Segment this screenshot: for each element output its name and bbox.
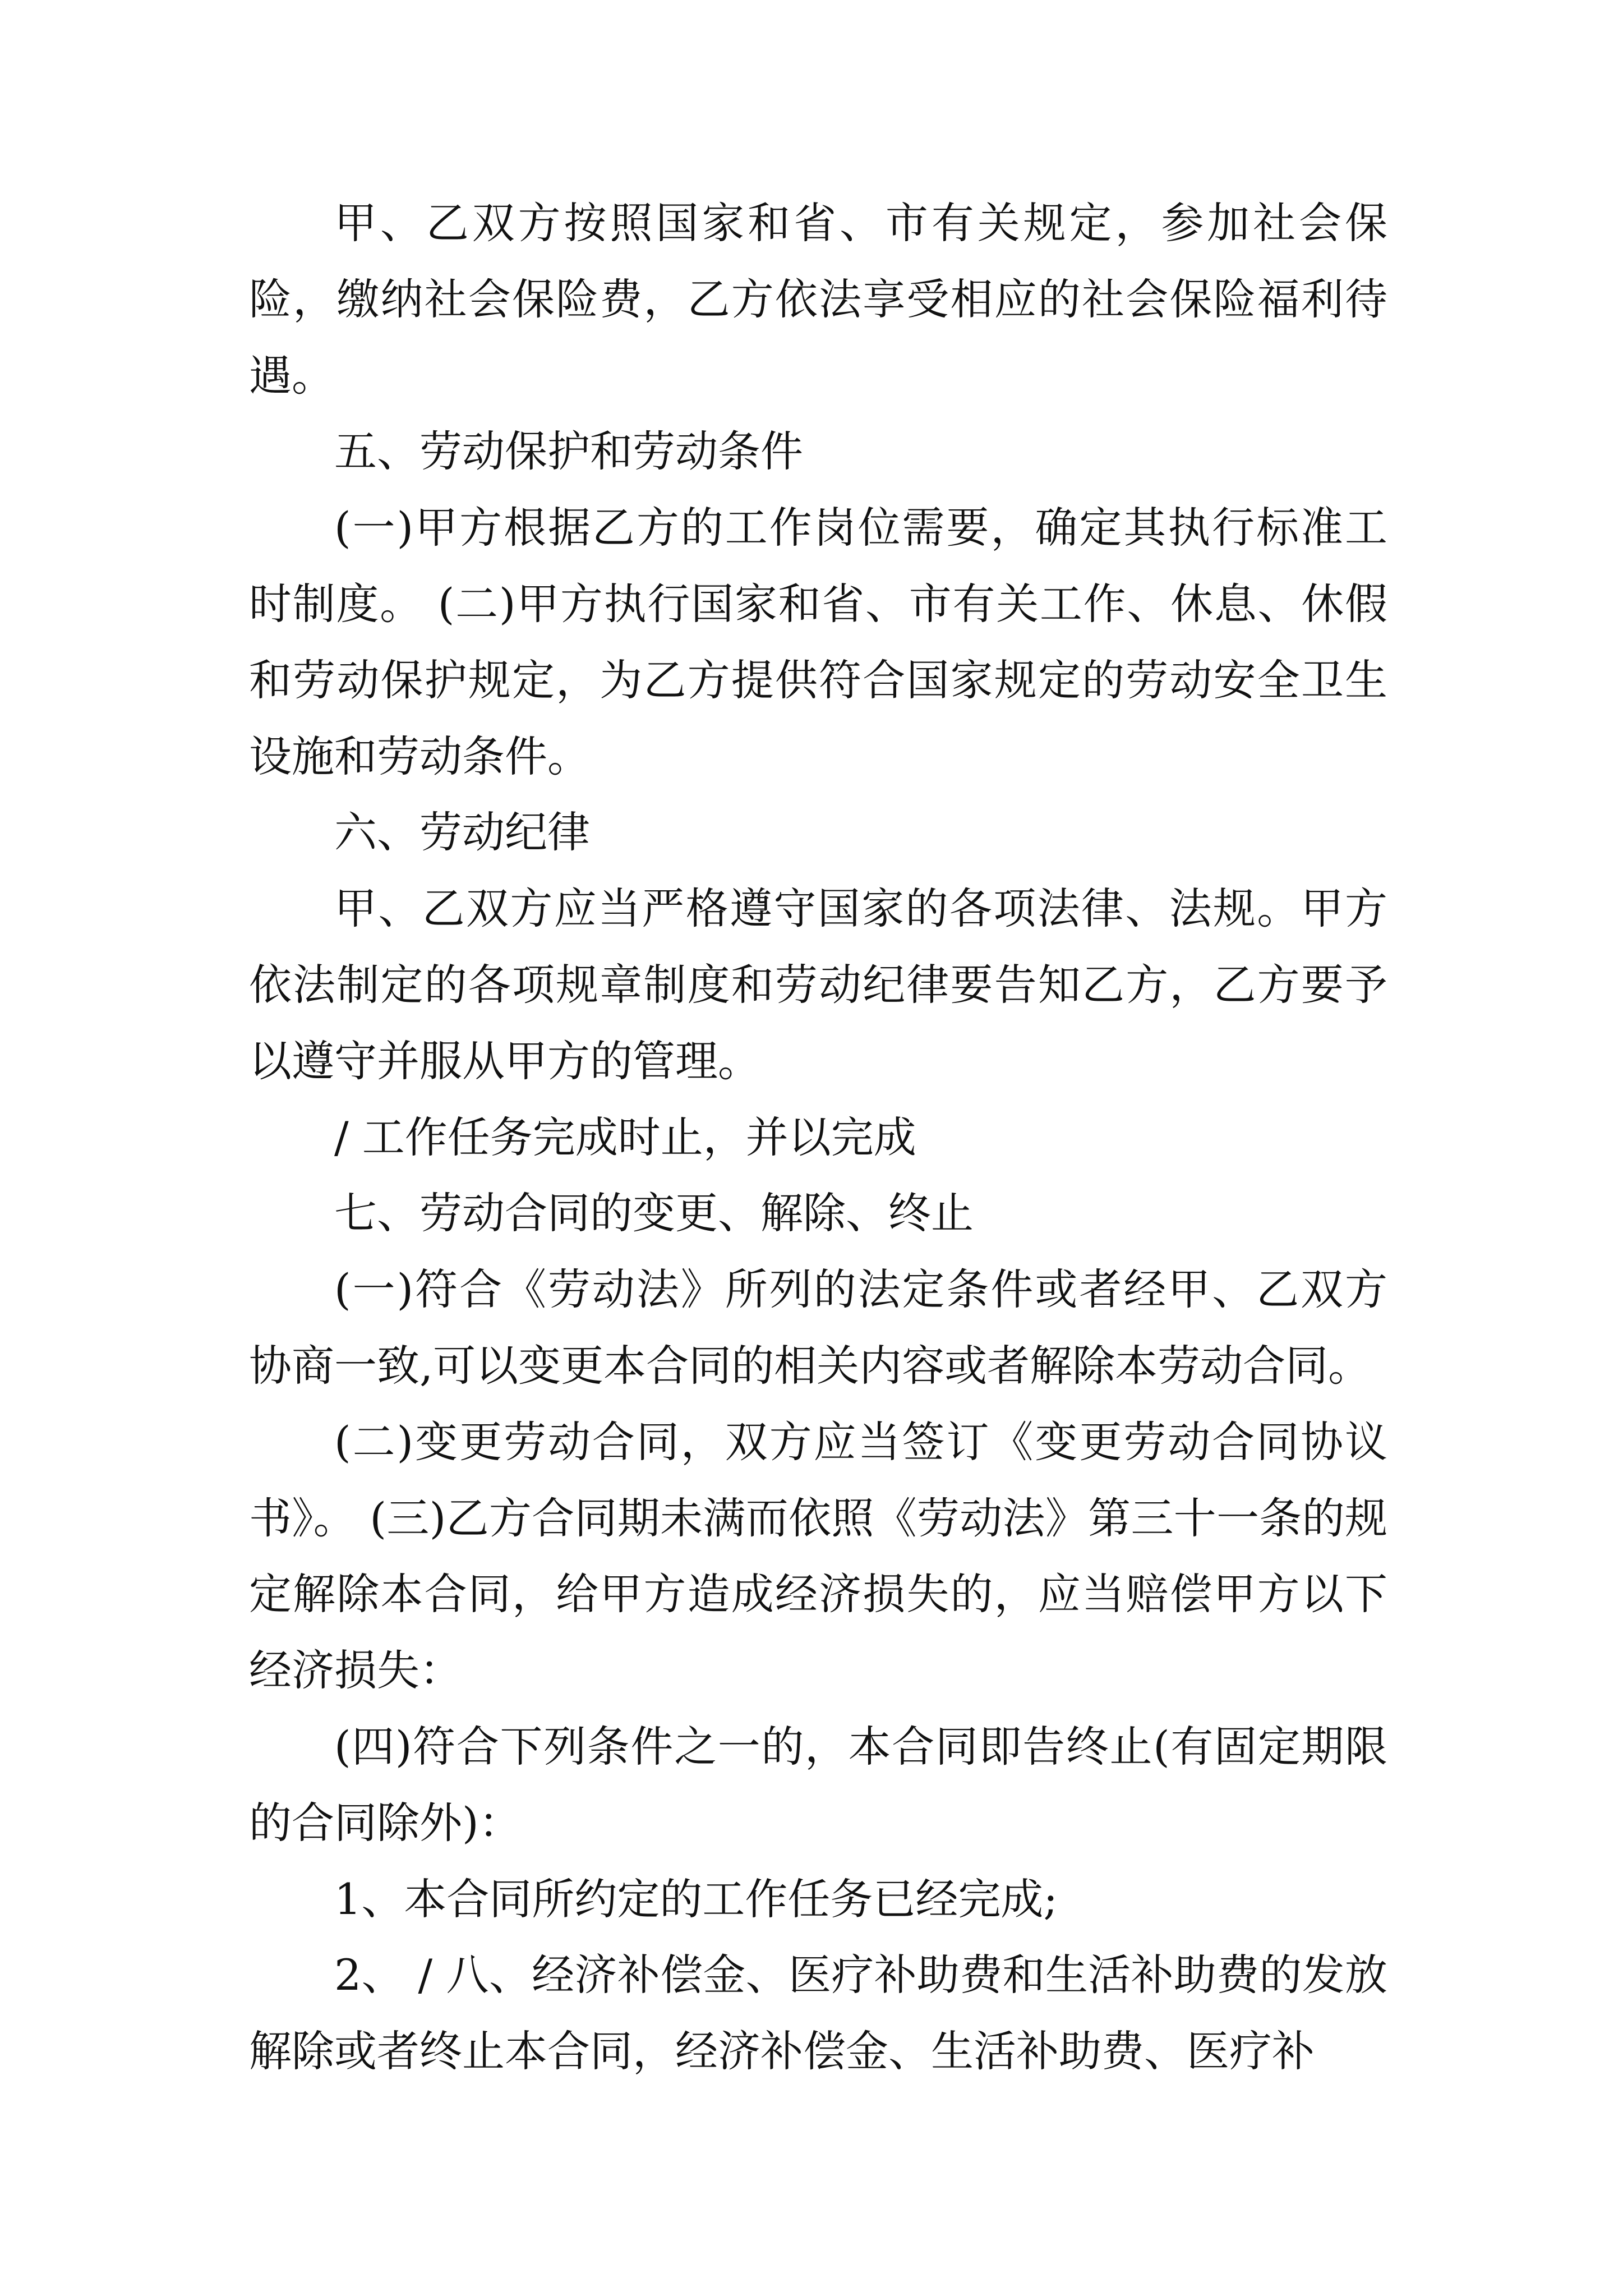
- paragraph-social-insurance: 甲、乙双方按照国家和省、市有关规定，参加社会保险，缴纳社会保险费，乙方依法享受相应的社会保险福利待遇。: [249, 198, 1387, 401]
- paragraph-compensation: 2、 / 八、经济补偿金、医疗补助费和生活补助费的发放解除或者终止本合同，经济补偿金、生活补助费、医疗补: [249, 1950, 1387, 2077]
- paragraph-contract-change-1: (一)符合《劳动法》所列的法定条件或者经甲、乙双方协商一致,可以变更本合同的相关内容或者解除本劳动合同。: [249, 1264, 1387, 1391]
- contract-text: [249, 185, 1387, 2090]
- heading-contract-change: 七、劳动合同的变更、解除、终止: [334, 1188, 974, 1239]
- paragraph-task-completion: / 工作任务完成时止，并以完成: [334, 1112, 916, 1162]
- paragraph-contract-change-2: (二)变更劳动合同，双方应当签订《变更劳动合同协议书》。 (三)乙方合同期未满而依照《劳动法》第三十一条的规定解除本合同，给甲方造成经济损失的，应当赔偿甲方以下经济损失：: [249, 1416, 1387, 1696]
- paragraph-discipline-rules: 甲、乙双方应当严格遵守国家的各项法律、法规。甲方依法制定的各项规章制度和劳动纪律要告知乙方，乙方要予以遵守并服从甲方的管理。: [249, 884, 1387, 1086]
- paragraph-contract-termination: (四)符合下列条件之一的，本合同即告终止(有固定期限的合同除外)：: [249, 1721, 1387, 1848]
- paragraph-termination-condition-1: 1、本合同所约定的工作任务已经完成;: [334, 1874, 1058, 1924]
- paragraph-work-hours: (一)甲方根据乙方的工作岗位需要，确定其执行标准工时制度。 (二)甲方执行国家和省、市有关工作、休息、休假和劳动保护规定，为乙方提供符合国家规定的劳动安全卫生设施和劳动条件。: [249, 503, 1387, 781]
- heading-labor-protection: 五、劳动保护和劳动条件: [334, 426, 803, 477]
- heading-labor-discipline: 六、劳动纪律: [334, 807, 590, 858]
